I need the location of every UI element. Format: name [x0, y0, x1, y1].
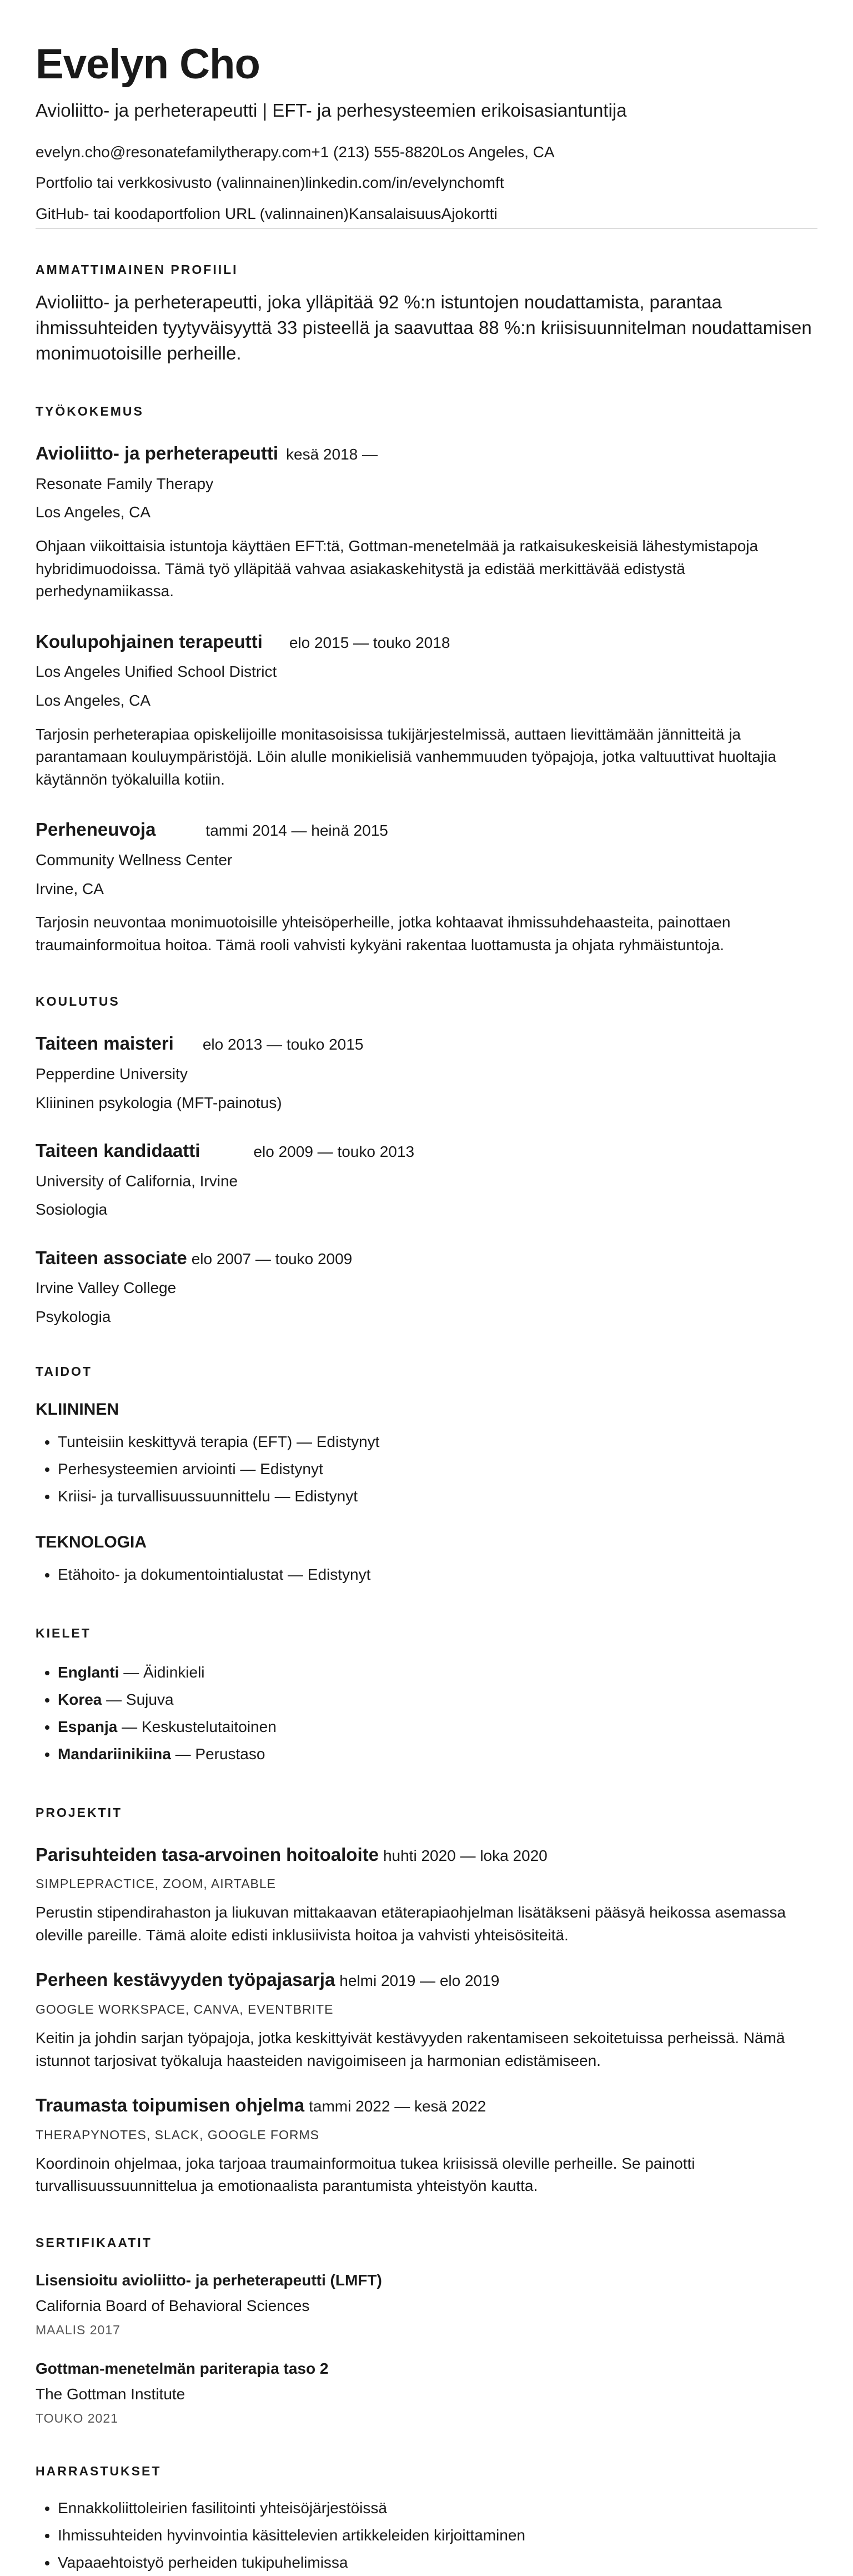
skill-list — [36, 1561, 817, 1588]
job-dates: elo 2015 — touko 2018 — [289, 633, 450, 651]
education-entry-header — [36, 1140, 817, 1162]
language-item — [58, 1659, 817, 1686]
language-item — [58, 1686, 817, 1713]
certification-issuer: California Board of Behavioral Sciences — [36, 2297, 310, 2315]
project-entry-header — [36, 2094, 817, 2116]
job-description: Tarjosin perheterapiaa opiskelijoille monitasoisissa tukijärjestelmissä, auttaen lievittämään jännitteitä ja parantamaan kouluympäristöjä. Löin alulle monikielisiä vanhemmuuden työpajoja, jotka valtuuttivat huoltajia käytännön työkaluilla kotiin. — [36, 725, 776, 788]
certification-issuer: The Gottman Institute — [36, 2385, 185, 2403]
profile-heading: AMMATTIMAINEN PROFIILI — [36, 262, 238, 277]
degree-title: Taiteen kandidaatti — [36, 1140, 200, 1161]
project-title: Parisuhteiden tasa-arvoinen hoitoaloite — [36, 1844, 379, 1865]
project-entry — [36, 1969, 817, 2072]
certification-entry — [36, 2272, 817, 2338]
project-dates: helmi 2019 — elo 2019 — [339, 1972, 500, 1990]
project-entry-header — [36, 1969, 817, 1991]
experience-heading: TYÖKOKEMUS — [36, 404, 144, 419]
education-entry — [36, 1032, 817, 1112]
job-title: Koulupohjainen terapeutti — [36, 631, 263, 652]
experience-entry-header — [36, 631, 817, 653]
job-company: Community Wellness Center — [36, 851, 233, 868]
skills-section — [36, 1365, 817, 1588]
language-item — [58, 1740, 817, 1768]
language-level: — Sujuva — [102, 1690, 174, 1708]
job-description: Ohjaan viikoittaisia istuntoja käyttäen EFT:tä, Gottman-menetelmää ja ratkaisukeskeisiä lähestymistapoja hybridimuodoissa. Tämä työ ylläpitää vahvaa asiakaskehitystä ja edistää merkittävää edistystä perhedynamiikassa. — [36, 537, 759, 600]
certifications-section — [36, 2236, 817, 2426]
interest-item: • Ennakkoliittoleirien fasilitointi yhteisöjärjestöissä — [58, 2494, 817, 2522]
project-description: Koordinoin ohjelmaa, joka tarjoaa traumainformoitua tukea kriisissä oleville perheille. Se painotti turvallisuussuunnittelua ja emotionaalista parantumista yhteistyön kautta. — [36, 2154, 695, 2195]
skill-group-title: KLIININEN — [36, 1400, 119, 1419]
certification-title: Lisensioitu avioliitto- ja perheterapeutti (LMFT) — [36, 2272, 382, 2289]
interests-section — [36, 2465, 817, 2576]
certifications-heading: SERTIFIKAATIT — [36, 2235, 152, 2250]
school-name: University of California, Irvine — [36, 1172, 238, 1190]
education-entry-header — [36, 1247, 817, 1269]
project-description: Keitin ja johdin sarjan työpajoja, jotka keskittyivät kestävyyden rakentamiseen sekoitetuissa perheissä. Nämä istunnot tarjosivat työkaluja haasteiden navigoimiseen ja harmonian edistämiseen. — [36, 2029, 785, 2069]
header-divider — [36, 228, 817, 229]
language-level: — Perustaso — [170, 1745, 265, 1763]
resume-header — [36, 43, 817, 229]
skill-item: • Perhesysteemien arviointi — Edistynyt — [58, 1455, 817, 1482]
project-title: Traumasta toipumisen ohjelma — [36, 2095, 305, 2116]
skill-item: • Kriisi- ja turvallisuussuunnittelu — Edistynyt — [58, 1482, 817, 1510]
skill-group-title: TEKNOLOGIA — [36, 1532, 147, 1551]
project-dates: huhti 2020 — loka 2020 — [383, 1846, 548, 1864]
language-name: Englanti — [58, 1663, 119, 1681]
languages-heading: KIELET — [36, 1625, 91, 1640]
certification-date: MAALIS 2017 — [36, 2323, 121, 2338]
skills-heading: TAIDOT — [36, 1364, 92, 1379]
job-title: Avioliitto- ja perheterapeutti — [36, 443, 278, 464]
project-entry — [36, 1844, 817, 1947]
language-item — [58, 1713, 817, 1740]
education-entry-header — [36, 1032, 817, 1055]
interest-item: • Ihmissuhteiden hyvinvointia käsittelevien artikkeleiden kirjoittaminen — [58, 2522, 817, 2549]
project-title: Perheen kestävyyden työpajasarja — [36, 1969, 335, 1990]
certification-date: TOUKO 2021 — [36, 2411, 118, 2426]
language-level: — Keskustelutaitoinen — [117, 1718, 277, 1735]
skill-item: • Tunteisiin keskittyvä terapia (EFT) — Edistynyt — [58, 1428, 817, 1455]
language-name: Korea — [58, 1690, 102, 1708]
project-entry — [36, 2094, 817, 2198]
job-location: Los Angeles, CA — [36, 503, 151, 521]
education-entry — [36, 1247, 817, 1326]
school-name: Irvine Valley College — [36, 1279, 177, 1297]
contact-line-email-phone-location: evelyn.cho@resonatefamilytherapy.com+1 (213) 555-8820Los Angeles, CA — [36, 143, 555, 161]
profile-summary: Avioliitto- ja perheterapeutti, joka ylläpitää 92 %:n istuntojen noudattamista, parantaa ihmissuhteiden tyytyväisyyttä 33 pisteellä ja saavuttaa 88 %:n kriisisuunnitelman noudattamisen monimuotoisille perheille. — [36, 291, 812, 364]
project-tech: GOOGLE WORKSPACE, CANVA, EVENTBRITE — [36, 2002, 334, 2017]
job-dates: kesä 2018 — — [286, 446, 378, 463]
study-field: Kliininen psykologia (MFT-painotus) — [36, 1094, 282, 1111]
degree-title: Taiteen associate — [36, 1247, 187, 1268]
languages-section — [36, 1627, 817, 1768]
project-entry-header — [36, 1844, 817, 1866]
degree-dates: elo 2007 — touko 2009 — [191, 1250, 353, 1267]
study-field: Sosiologia — [36, 1201, 108, 1219]
job-company: Resonate Family Therapy — [36, 475, 214, 492]
projects-heading: PROJEKTIT — [36, 1805, 123, 1820]
candidate-headline: Avioliitto- ja perheterapeutti | EFT- ja perhesysteemien erikoisasiantuntija — [36, 100, 627, 121]
experience-entry-header — [36, 818, 817, 841]
interests-heading: HARRASTUKSET — [36, 2464, 162, 2479]
experience-entry — [36, 442, 817, 603]
language-name: Espanja — [58, 1718, 118, 1735]
skill-item: • Etähoito- ja dokumentointialustat — Edistynyt — [58, 1561, 817, 1588]
education-entry — [36, 1140, 817, 1219]
certification-title: Gottman-menetelmän pariterapia taso 2 — [36, 2360, 329, 2378]
candidate-name: Evelyn Cho — [36, 41, 260, 88]
school-name: Pepperdine University — [36, 1065, 188, 1082]
job-location: Irvine, CA — [36, 880, 104, 897]
interest-list — [36, 2494, 817, 2576]
profile-section — [36, 263, 817, 367]
experience-entry-header — [36, 442, 817, 465]
interest-item: • Vapaaehtoistyö perheiden tukipuhelimissa — [58, 2549, 817, 2576]
project-tech: SIMPLEPRACTICE, ZOOM, AIRTABLE — [36, 1876, 277, 1891]
experience-entry — [36, 818, 817, 956]
job-location: Los Angeles, CA — [36, 691, 151, 709]
education-heading: KOULUTUS — [36, 994, 120, 1009]
project-description: Perustin stipendirahaston ja liukuvan mittakaavan etäterapiaohjelman lisätäkseni pääsyä heikossa asemassa oleville pareille. Tämä aloite edisti inklusiivista hoitoa ja vahvisti yhteisösiteitä. — [36, 1904, 786, 1944]
language-level: — Äidinkieli — [119, 1663, 205, 1681]
experience-entry — [36, 631, 817, 791]
degree-title: Taiteen maisteri — [36, 1033, 174, 1054]
skill-list — [36, 1428, 817, 1510]
degree-dates: elo 2013 — touko 2015 — [202, 1036, 364, 1054]
job-company: Los Angeles Unified School District — [36, 663, 277, 681]
language-list — [36, 1659, 817, 1768]
projects-section — [36, 1806, 817, 2198]
project-dates: tammi 2022 — kesä 2022 — [309, 2098, 486, 2115]
study-field: Psykologia — [36, 1308, 111, 1326]
degree-dates: elo 2009 — touko 2013 — [253, 1143, 415, 1161]
job-title: Perheneuvoja — [36, 819, 156, 840]
job-dates: tammi 2014 — heinä 2015 — [205, 822, 388, 840]
language-name: Mandariinikiina — [58, 1745, 171, 1763]
contact-line-github-extra: GitHub- tai koodaportfolion URL (valinnainen)KansalaisuusAjokortti — [36, 205, 498, 223]
project-tech: THERAPYNOTES, SLACK, GOOGLE FORMS — [36, 2127, 319, 2142]
experience-section — [36, 405, 817, 956]
job-description: Tarjosin neuvontaa monimuotoisille yhteisöperheille, jotka kohtaavat ihmissuhdehaasteita, painottaen traumainformoitua hoitoa. Tämä rooli vahvisti kykyäni rakentaa luottamusta ja ohjata ryhmäistuntoja. — [36, 913, 731, 953]
contact-line-portfolio-linkedin: Portfolio tai verkkosivusto (valinnainen)linkedin.com/in/evelynchomft — [36, 174, 504, 192]
certification-entry — [36, 2360, 817, 2426]
education-section — [36, 995, 817, 1326]
